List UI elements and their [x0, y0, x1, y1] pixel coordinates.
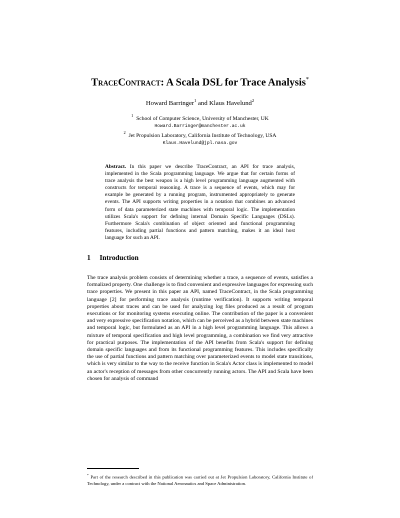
abstract — [105, 164, 295, 242]
section-number: 1 — [87, 254, 91, 262]
author-name: Klaus Havelund — [209, 100, 252, 108]
section-heading — [87, 254, 139, 262]
author-conjunction: and — [196, 100, 210, 108]
footnote-divider — [87, 468, 139, 469]
author-affiliation-mark: 2 — [251, 98, 255, 103]
author-line — [60, 97, 340, 108]
author-affiliation-mark: 1 — [194, 98, 197, 103]
introduction-paragraph: The trace analysis problem consists of determining whether a trace, a sequence of events, satisfies a formalized property. One challenge is to find convenient and expressive languages for expressing such trace properties. We present in this paper an API, named TraceContract, in the Scala programming language [2] for performing trace analysis (runtime verification). It supports writing temporal properties about traces and can be used for analyzing log files produced as a result of program executions or for monitoring systems executing online. The contribution of the paper is a convenient and very expressive specification notation, which can be perceived as a hybrid between state machines and temporal logic, but formulated as an API in a high level programming language. This allows a mixture of temporal specification and high level programming, a combination we find very attractive for practical purposes. The implementation of the API benefits from Scala's support for defining domain specific languages and from its functional programming features. This includes specifically the use of partial functions and pattern matching over parameterized events to model state transitions, which is very similar to the way to the receive function in Scala's Actor class is implemented to model an actor's reception of messages from other concurrently running actors. The API and Scala have been chosen for analysis of command — [87, 275, 313, 382]
section-title: Introduction — [99, 254, 139, 262]
affiliation — [60, 112, 340, 130]
affiliation-mark: 2 — [123, 130, 126, 135]
footnote-mark: * — [87, 473, 89, 477]
footnote-text: Part of the research described in this publication was carried out at Jet Propulsion Laboratory, California Institute of Technology, under a contract with the National Aeronautics and Space Administration. — [87, 474, 313, 486]
abstract-label: Abstract. — [105, 164, 127, 170]
title-name: TraceContract — [91, 77, 161, 89]
affiliation-mark: 1 — [131, 113, 134, 118]
title-rest: : A Scala DSL for Trace Analysis — [160, 77, 306, 89]
affiliation-email[interactable]: Klaus.Havelund@jpl.nasa.gov — [162, 140, 238, 146]
affiliation-text: School of Computer Science, University of Manchester, UK — [136, 115, 269, 122]
abstract-text: In this paper we describe TraceContract, an API for trace analysis, implemented in the Scala programming language. We argue that for certain forms of trace analysis the best weapon is a high level programming language augmented with constructs for temporal reasoning. A trace is a sequence of events, which may for example be generated by a running program, instrumented appropriately to generate events. The API supports writing properties in a notation that combines an advanced form of data parameterized state machines with temporal logic. The implementation utilizes Scala's support for defining internal Domain Specific Languages (DSLs). Furthermore Scala's combination of object oriented and functional programming features, including partial functions and pattern matching, makes it an ideal host language for such an API. — [105, 164, 295, 241]
affiliation-text: Jet Propulsion Laboratory, California Institute of Technology, USA — [128, 132, 277, 139]
affiliation-email[interactable]: Howard.Barringer@manchester.ac.uk — [154, 123, 246, 129]
author-name: Howard Barringer — [145, 100, 195, 108]
affiliation — [60, 129, 340, 147]
footnote — [87, 472, 313, 487]
paper-title — [60, 74, 340, 90]
title-footnote-mark: * — [305, 77, 309, 83]
